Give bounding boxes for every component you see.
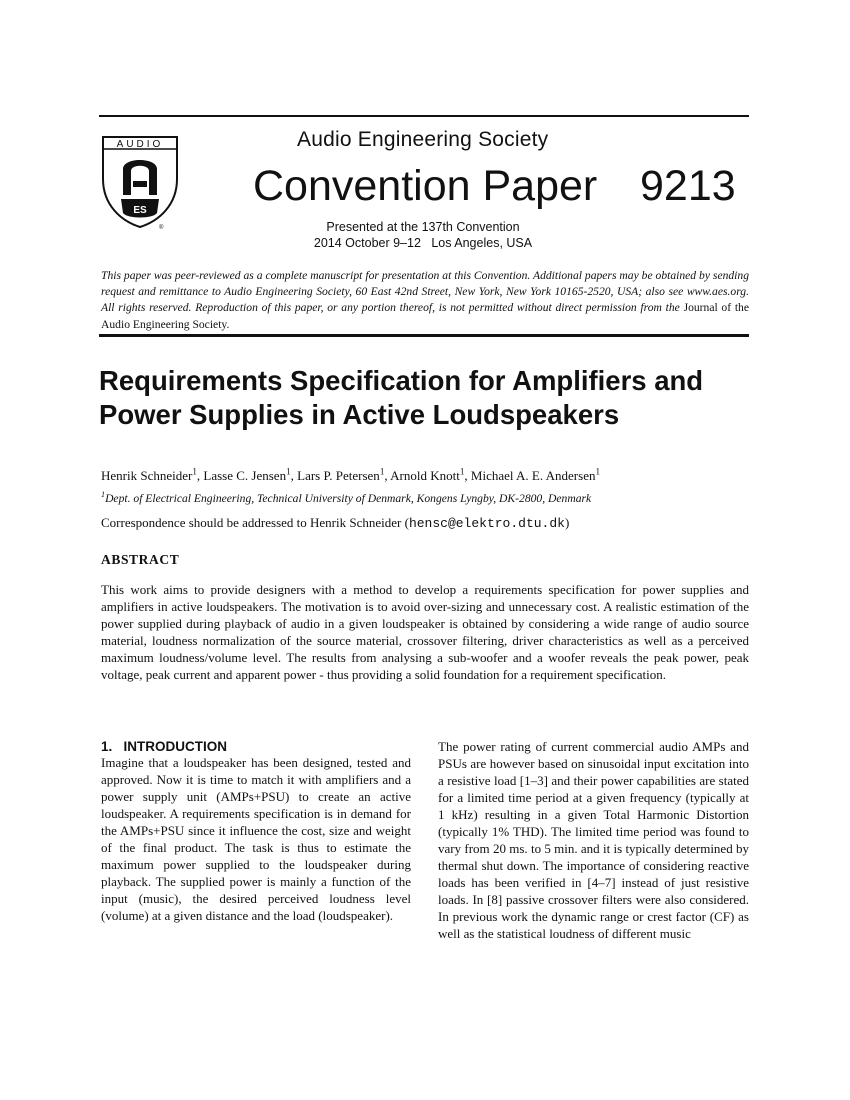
email-link[interactable]: hensc@elektro.dtu.dk (408, 516, 565, 531)
publication-notice (101, 268, 749, 333)
author-name: Henrik Schneider (101, 468, 193, 483)
author-sup: 1 (286, 466, 291, 477)
paper-number: 9213 (640, 162, 736, 210)
presented-info (308, 219, 538, 251)
affiliation-sup: 1 (101, 490, 106, 500)
notice-journal: Journal of the Audio Engineering Society. (101, 301, 749, 331)
author-sup: 1 (192, 466, 197, 477)
society-name: Audio Engineering Society (297, 128, 549, 151)
affiliation (101, 492, 591, 505)
paper-title: Requirements Specification for Amplifiers and Power Supplies in Active Loudspeakers (99, 365, 704, 430)
svg-text:ES: ES (133, 205, 147, 216)
header-bottom-rule (99, 334, 749, 337)
notice-text: This paper was peer-reviewed as a complete manuscript for presentation at this Convention. Additional papers may be obtained by sending request and remittance to Audio Engineering Society, 60 East 42nd Street, New York, New York 10165-2520, USA; also see www.aes.org. All rights reserved. Reproduction of this paper, or any portion thereof, is not permitted without direct permission from the (101, 269, 749, 315)
date-location: 2014 October 9–12 Los Angeles, USA (313, 236, 533, 250)
header-top-rule (99, 115, 749, 117)
aes-logo (99, 133, 183, 231)
section-heading-introduction: 1. INTRODUCTION (101, 739, 228, 754)
paper-type: Convention Paper (253, 162, 598, 210)
author-name: Lasse C. Jensen (203, 468, 287, 483)
abstract-text: This work aims to provide designers with a method to develop a requirements specification for power supplies and amplifiers in active loudspeakers. The motivation is to avoid over-sizing and unnecessary cost. A realistic estimation of the power supplied during playback of audio in a given loudspeaker is obtained by considering a wide range of audio source material, loudness normalization of the source material, crossover filtering, driver characteristics as well as a perceived maximum loudness/volume level. The results from analysing a sub-woofer and a woofer reveals the peak power, peak voltage, peak current and apparent power - thus providing a solid foundation for a requirement specification. (101, 582, 749, 682)
correspondence (101, 515, 569, 531)
intro-column-left: Imagine that a loudspeaker has been designed, tested and approved. Now it is time to match it with amplifiers and a power supply unit (AMPs+PSU) to create an active loudspeaker. A requirements specification is in demand for the AMPs+PSU since it influence the cost, size and weight of the final product. The task is thus to estimate the maximum power supplied to the loudspeaker during playback. The supplied power is mainly a function of the input (music), the desired perceived loudness level (volume) at a given distance and the load (loudspeaker). (101, 755, 411, 923)
intro-column-right: The power rating of current commercial audio AMPs and PSUs are however based on sinusoidal input excitation into a resistive load [1–3] and their power capabilities are stated for a limited time period at a given frequency (typically at 1 kHz) resulting in a given Total Harmonic Distortion (typically 1% THD). The limited time period was found to vary from 20 ms. to 5 min. and it is typically determined by thermal shut down. The importance of considering reactive loads has been verified in [4–7] instead of just resistive loads. In [8] passive crossover filters were also considered. In previous work the dynamic range or crest factor (CF) as well as the statistical loudness of different music (438, 739, 749, 941)
author-name: Lars P. Petersen (297, 468, 380, 483)
author-sup: 1 (595, 466, 601, 477)
author-name: Arnold Knott (390, 468, 460, 483)
author-name: Michael A. E. Andersen (470, 468, 596, 483)
author-sup: 1 (459, 466, 465, 477)
svg-text:AUDIO: AUDIO (116, 139, 164, 150)
correspondence-prefix: Correspondence should be addressed to Henrik Schneider ( (101, 515, 409, 530)
correspondence-suffix: ) (564, 515, 570, 530)
author-list: Henrik Schneider$^1$, Lasse C. Jensen$^1$, Lars P. Petersen$^1$, Arnold Knott$^1$, Michael A. E. Andersen$^1$ (101, 466, 601, 483)
affiliation-text: Dept. of Electrical Engineering, Technical University of Denmark, Kongens Lyngby, DK-2800, Denmark (105, 492, 592, 505)
abstract-heading: ABSTRACT (101, 552, 180, 567)
svg-text:®: ® (159, 225, 164, 231)
author-sup: 1 (379, 466, 385, 477)
presented-line: Presented at the 137th Convention (326, 220, 520, 234)
